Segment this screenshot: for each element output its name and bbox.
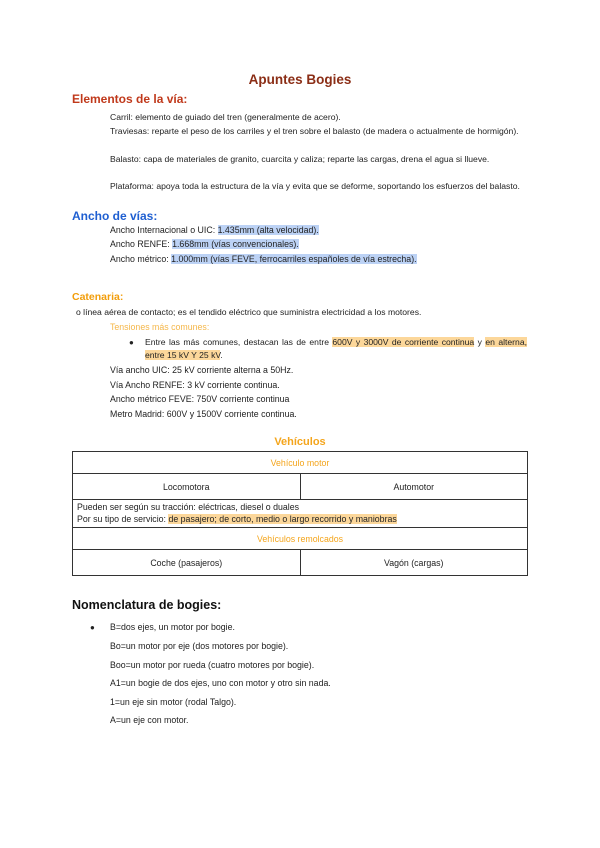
tension-line: Vía ancho UIC: 25 kV corriente alterna a 50Hz.	[110, 365, 294, 375]
ancho-metrico	[110, 253, 417, 266]
tension-line: Ancho métrico FEVE: 750V corriente continua	[110, 394, 290, 404]
cell-automotor: Automotor	[300, 474, 528, 500]
nomenclatura-item: Boo=un motor por rueda (cuatro motores por bogie).	[110, 660, 315, 670]
ancho-renfe-label: Ancho RENFE:	[110, 239, 173, 249]
bullet-tensiones	[145, 336, 527, 362]
cell-vehiculo-motor: Vehículo motor	[73, 452, 528, 474]
heading-vehiculos: Vehículos	[274, 436, 326, 448]
bullet-dot: ●	[129, 338, 134, 347]
ancho-metrico-value: 1.000mm (vías FEVE, ferrocarriles españoles de vía estrecha).	[171, 254, 417, 264]
ancho-metrico-label: Ancho métrico:	[110, 254, 172, 264]
bullet-mid: y	[474, 337, 482, 347]
ancho-uic	[110, 224, 319, 237]
subheading-tensiones: Tensiones más comunes:	[110, 322, 210, 332]
nomenclatura-item: 1=un eje sin motor (rodal Talgo).	[110, 697, 237, 707]
cell-vehiculos-remolcados: Vehículos remolcados	[73, 528, 528, 550]
nomenclatura-item: B=dos ejes, un motor por bogie.	[110, 622, 235, 632]
text-traviesas: Traviesas: reparte el peso de los carriles y el tren sobre el balasto (de madera o actualmente de hormigón).	[110, 126, 519, 136]
info-traccion: Pueden ser según su tracción: eléctricas, diesel o duales	[77, 502, 300, 512]
info-servicio-highlight: de pasajero; de corto, medio o largo recorrido y maniobras	[168, 513, 397, 524]
nomenclatura-item: Bo=un motor por eje (dos motores por bogie).	[110, 641, 289, 651]
cell-vagon: Vagón (cargas)	[300, 550, 528, 576]
text-balasto: Balasto: capa de materiales de granito, cuarcita y caliza; reparte las cargas, drena el agua si llueve.	[110, 154, 490, 164]
text-plataforma: Plataforma: apoya toda la estructura de la vía y evita que se deforme, soportando los esfuerzos del balasto.	[110, 181, 520, 191]
bullet-prefix: Entre las más comunes, destacan las de entre	[145, 337, 333, 347]
tension-line: Metro Madrid: 600V y 1500V corriente continua.	[110, 409, 297, 419]
cell-coche: Coche (pasajeros)	[73, 550, 301, 576]
cell-locomotora: Locomotora	[73, 474, 301, 500]
nomenclatura-item: A1=un bogie de dos ejes, uno con motor y otro sin nada.	[110, 678, 331, 688]
bullet-dot: ●	[90, 623, 95, 632]
catenaria-description: o línea aérea de contacto; es el tendido eléctrico que suministra electricidad a los motores.	[76, 307, 422, 317]
ancho-renfe-value: 1.668mm (vías convencionales).	[172, 239, 299, 249]
bullet-highlight-alterna: en alterna, entre 15 kV Y 25 kV	[145, 337, 527, 360]
ancho-uic-label: Ancho Internacional o UIC:	[110, 225, 218, 235]
text-carril: Carril: elemento de guiado del tren (generalmente de acero).	[110, 112, 341, 122]
bullet-end: .	[220, 350, 223, 360]
page-title: Apuntes Bogies	[248, 72, 352, 87]
info-servicio-label: Por su tipo de servicio:	[77, 513, 169, 524]
heading-elementos: Elementos de la vía:	[72, 92, 188, 106]
tension-line: Vía Ancho RENFE: 3 kV corriente continua.	[110, 380, 280, 390]
heading-catenaria: Catenaria:	[72, 291, 124, 303]
vehiculos-table	[72, 451, 528, 576]
heading-nomenclatura: Nomenclatura de bogies:	[72, 598, 222, 612]
heading-ancho: Ancho de vías:	[72, 209, 158, 223]
ancho-renfe	[110, 238, 299, 251]
bullet-highlight-continua: 600V y 3000V de corriente continua	[332, 337, 475, 347]
cell-vehiculo-info	[73, 500, 528, 528]
ancho-uic-value: 1.435mm (alta velocidad).	[217, 225, 319, 235]
info-servicio	[77, 514, 523, 526]
nomenclatura-item: A=un eje con motor.	[110, 715, 189, 725]
